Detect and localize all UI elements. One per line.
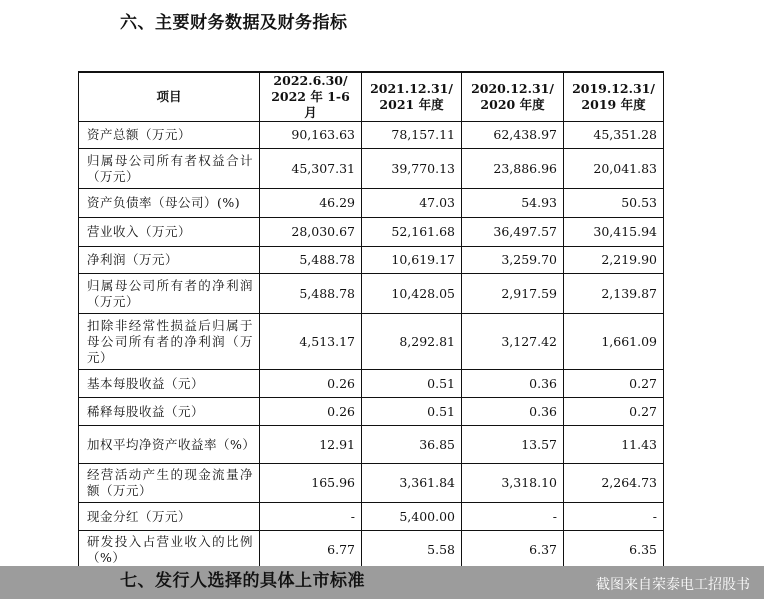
row-value: 5,488.78 [260, 247, 362, 274]
row-value: 78,157.11 [362, 122, 462, 149]
row-value: 54.93 [462, 189, 564, 218]
row-value: 8,292.81 [362, 314, 462, 370]
row-value: 52,161.68 [362, 218, 462, 247]
section-7-heading: 七、发行人选择的具体上市标准 [120, 571, 365, 591]
row-value: 11.43 [564, 426, 664, 464]
table-row [79, 464, 664, 503]
row-label: 稀释每股收益（元） [79, 398, 260, 426]
row-value: 30,415.94 [564, 218, 664, 247]
row-label: 资产总额（万元） [79, 122, 260, 149]
row-value: 47.03 [362, 189, 462, 218]
row-value: 2,219.90 [564, 247, 664, 274]
row-value: 0.36 [462, 370, 564, 398]
table-row [79, 122, 664, 149]
row-label: 现金分红（万元） [79, 503, 260, 531]
row-label: 基本每股收益（元） [79, 370, 260, 398]
row-value: 0.26 [260, 398, 362, 426]
row-value: 5,400.00 [362, 503, 462, 531]
table-row [79, 426, 664, 464]
row-value: 23,886.96 [462, 149, 564, 189]
row-value: 6.77 [260, 531, 362, 571]
table-row [79, 218, 664, 247]
table-row [79, 247, 664, 274]
row-value: 5.58 [362, 531, 462, 571]
row-value: 3,259.70 [462, 247, 564, 274]
row-value: - [260, 503, 362, 531]
financial-indicators-table [78, 71, 664, 572]
row-value: 10,428.05 [362, 274, 462, 314]
row-value: 0.26 [260, 370, 362, 398]
row-label: 经营活动产生的现金流量净额（万元） [79, 464, 260, 503]
table-row [79, 398, 664, 426]
row-value: 28,030.67 [260, 218, 362, 247]
table-row [79, 531, 664, 571]
row-value: 165.96 [260, 464, 362, 503]
row-value: 2,917.59 [462, 274, 564, 314]
row-value: - [462, 503, 564, 531]
row-value: 3,127.42 [462, 314, 564, 370]
row-value: 3,318.10 [462, 464, 564, 503]
row-value: 36,497.57 [462, 218, 564, 247]
table-row [79, 189, 664, 218]
source-watermark: 截图来自荣泰电工招股书 [596, 577, 750, 593]
row-value: 6.35 [564, 531, 664, 571]
row-value: 5,488.78 [260, 274, 362, 314]
row-label: 资产负债率（母公司）(%) [79, 189, 260, 218]
row-value: 0.51 [362, 370, 462, 398]
row-value: 0.51 [362, 398, 462, 426]
row-label: 归属母公司所有者权益合计（万元） [79, 149, 260, 189]
row-value: 4,513.17 [260, 314, 362, 370]
row-value: 6.37 [462, 531, 564, 571]
row-value: 62,438.97 [462, 122, 564, 149]
row-value: 46.29 [260, 189, 362, 218]
row-value: 45,351.28 [564, 122, 664, 149]
row-value: 90,163.63 [260, 122, 362, 149]
table-header-row [79, 72, 664, 122]
header-2020: 2020.12.31/ 2020 年度 [462, 72, 564, 122]
row-value: 36.85 [362, 426, 462, 464]
row-value: 3,361.84 [362, 464, 462, 503]
row-label: 归属母公司所有者的净利润（万元） [79, 274, 260, 314]
row-value: 13.57 [462, 426, 564, 464]
row-label: 加权平均净资产收益率（%） [79, 426, 260, 464]
table-row [79, 149, 664, 189]
table-row [79, 370, 664, 398]
header-2019: 2019.12.31/ 2019 年度 [564, 72, 664, 122]
row-value: 0.36 [462, 398, 564, 426]
row-value: 2,264.73 [564, 464, 664, 503]
row-label: 研发投入占营业收入的比例（%） [79, 531, 260, 571]
section-6-heading: 六、主要财务数据及财务指标 [120, 13, 348, 33]
row-value: 39,770.13 [362, 149, 462, 189]
header-item: 项目 [79, 72, 260, 122]
header-2022h1: 2022.6.30/ 2022 年 1-6 月 [260, 72, 362, 122]
row-value: 12.91 [260, 426, 362, 464]
row-value: 45,307.31 [260, 149, 362, 189]
row-value: 0.27 [564, 370, 664, 398]
row-value: 1,661.09 [564, 314, 664, 370]
row-value: 2,139.87 [564, 274, 664, 314]
table-row [79, 503, 664, 531]
table-row [79, 314, 664, 370]
row-label: 扣除非经常性损益后归属于母公司所有者的净利润（万元） [79, 314, 260, 370]
row-value: - [564, 503, 664, 531]
row-value: 0.27 [564, 398, 664, 426]
table-row [79, 274, 664, 314]
row-value: 20,041.83 [564, 149, 664, 189]
row-label: 营业收入（万元） [79, 218, 260, 247]
row-label: 净利润（万元） [79, 247, 260, 274]
row-value: 50.53 [564, 189, 664, 218]
row-value: 10,619.17 [362, 247, 462, 274]
header-2021: 2021.12.31/ 2021 年度 [362, 72, 462, 122]
